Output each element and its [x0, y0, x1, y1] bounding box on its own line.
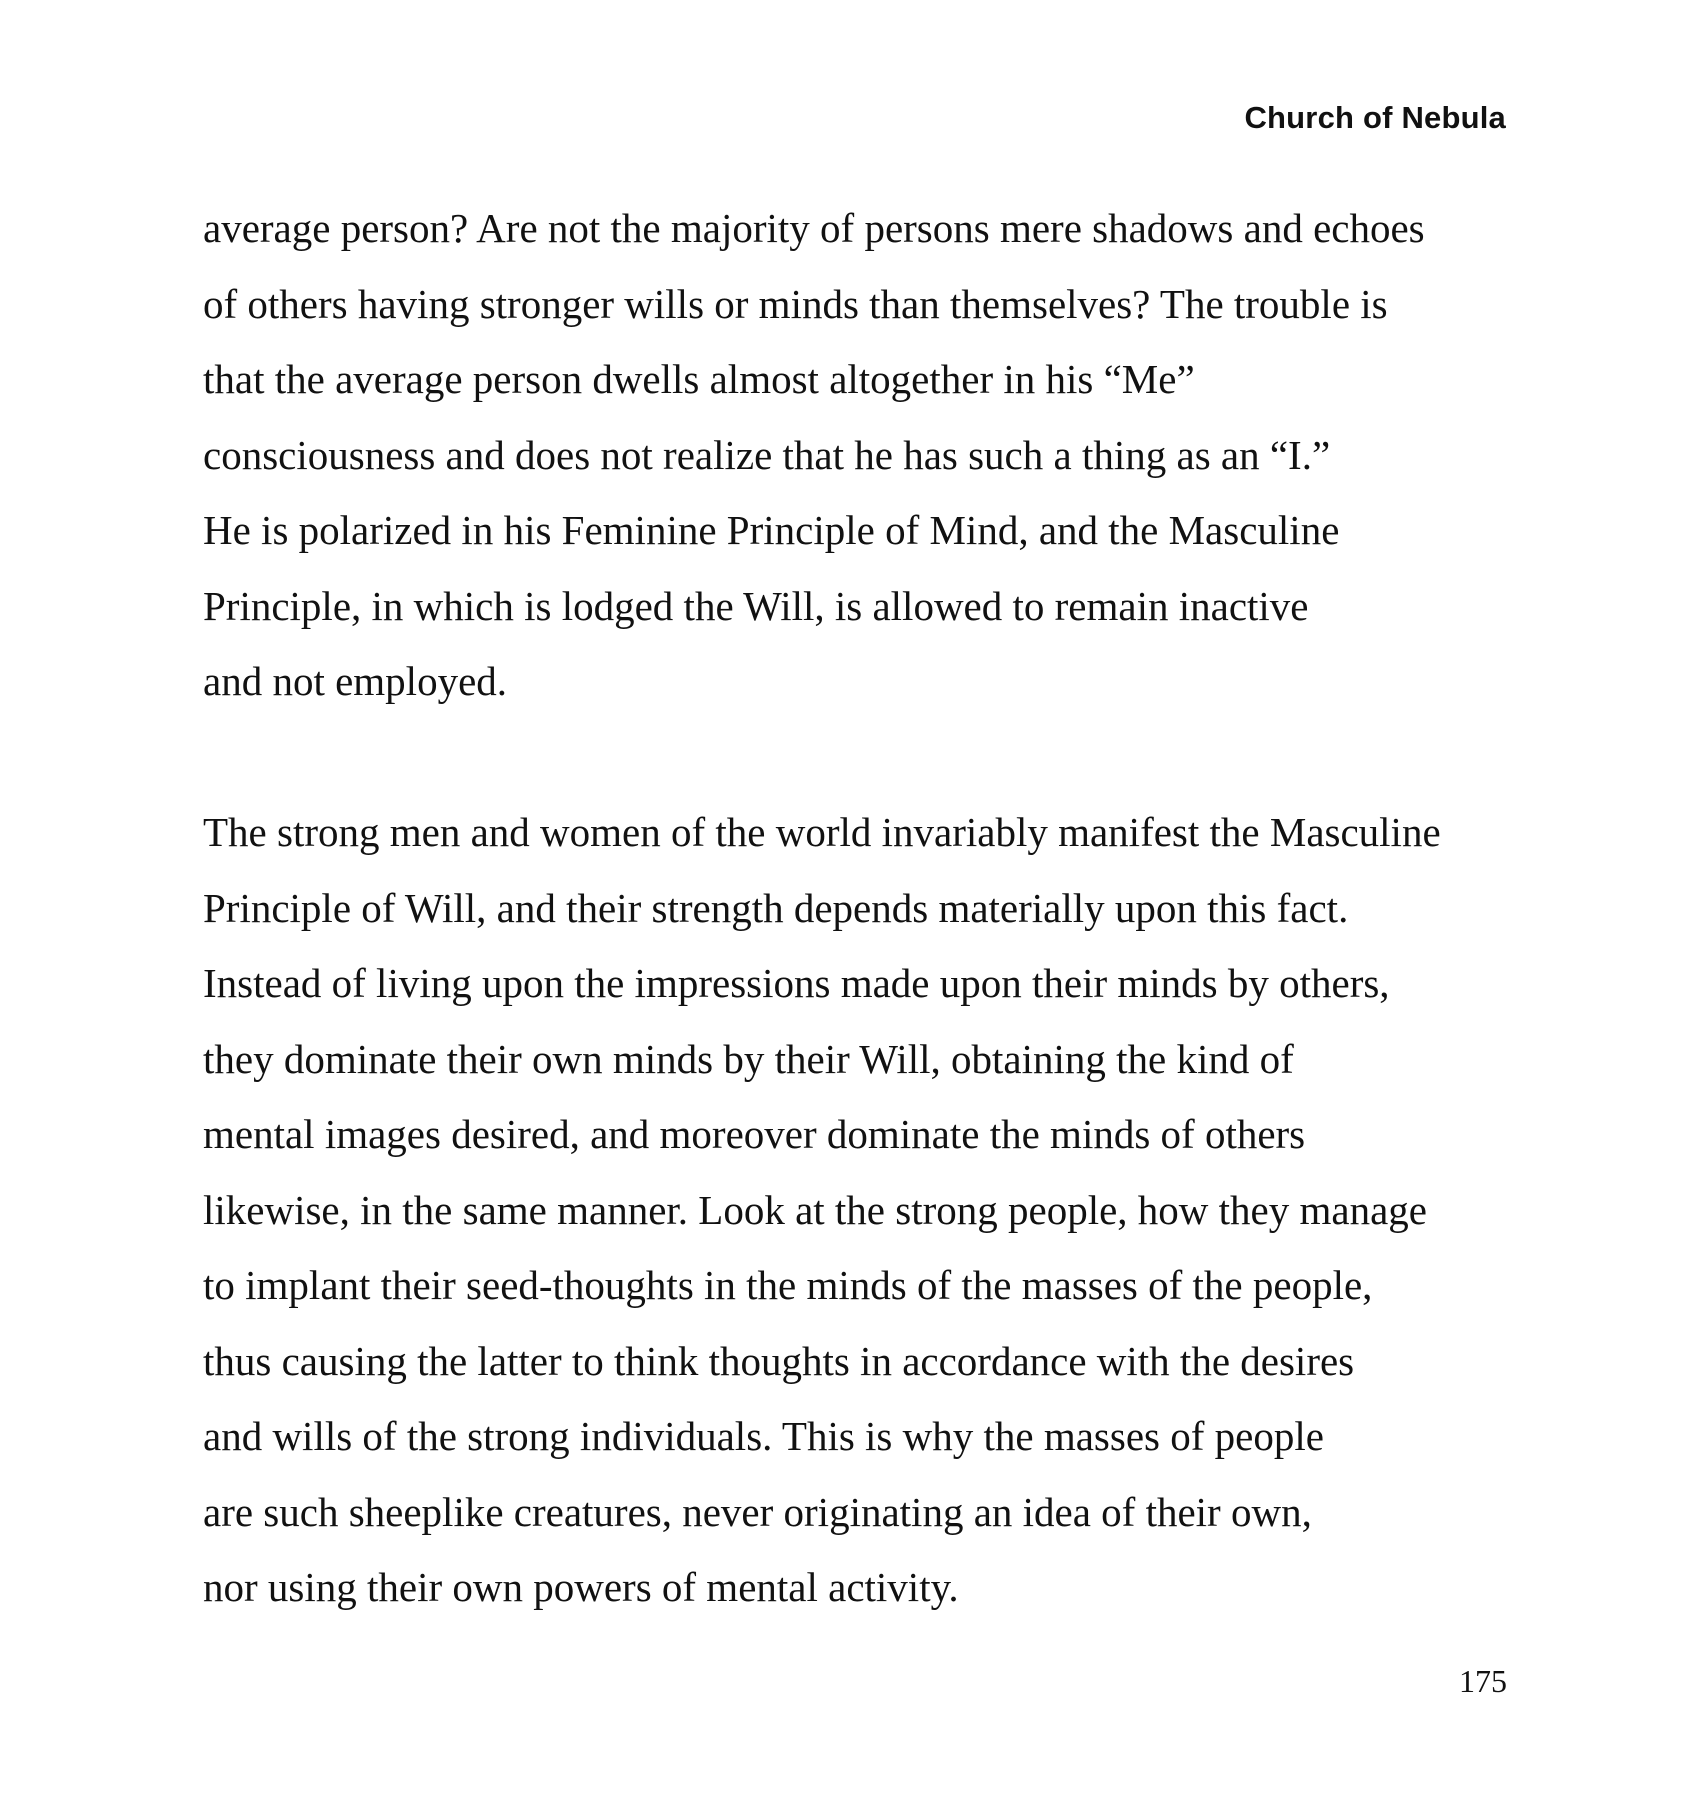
text-line: of others having stronger wills or minds than themselves? The trouble is	[203, 280, 1388, 327]
text-line: He is polarized in his Feminine Principle of Mind, and the Masculine	[203, 507, 1340, 553]
text-line: Instead of living upon the impressions made upon their minds by others,	[203, 960, 1390, 1006]
page-number: 175	[1459, 1663, 1507, 1699]
paragraph-spacer	[203, 720, 1523, 796]
text-line: they dominate their own minds by their Will, obtaining the kind of	[203, 1035, 1294, 1082]
text-line: Principle of Will, and their strength depends materially upon this fact.	[203, 884, 1349, 931]
text-line: consciousness and does not realize that he has such a thing as an “I.”	[203, 431, 1331, 478]
running-head: Church of Nebula	[1244, 100, 1506, 135]
text-line: that the average person dwells almost altogether in his “Me”	[203, 356, 1195, 402]
text-line: and wills of the strong individuals. This is why the masses of people	[203, 1413, 1324, 1459]
text-line: and not employed.	[203, 658, 508, 704]
text-line: The strong men and women of the world invariably manifest the Masculine	[203, 809, 1441, 855]
paragraph-1	[203, 191, 1523, 720]
text-line: likewise, in the same manner. Look at the strong people, how they manage	[203, 1186, 1427, 1233]
text-line: thus causing the latter to think thoughts in accordance with the desires	[203, 1337, 1355, 1384]
body-text	[203, 191, 1523, 1626]
text-line: are such sheeplike creatures, never originating an idea of their own,	[203, 1488, 1312, 1535]
text-line: Principle, in which is lodged the Will, is allowed to remain inactive	[203, 582, 1309, 629]
text-line: average person? Are not the majority of persons mere shadows and echoes	[203, 205, 1425, 251]
paragraph-2	[203, 795, 1523, 1626]
text-line: to implant their seed-thoughts in the minds of the masses of the people,	[203, 1262, 1373, 1308]
text-line: mental images desired, and moreover dominate the minds of others	[203, 1111, 1306, 1157]
text-line: nor using their own powers of mental activity.	[203, 1564, 959, 1610]
